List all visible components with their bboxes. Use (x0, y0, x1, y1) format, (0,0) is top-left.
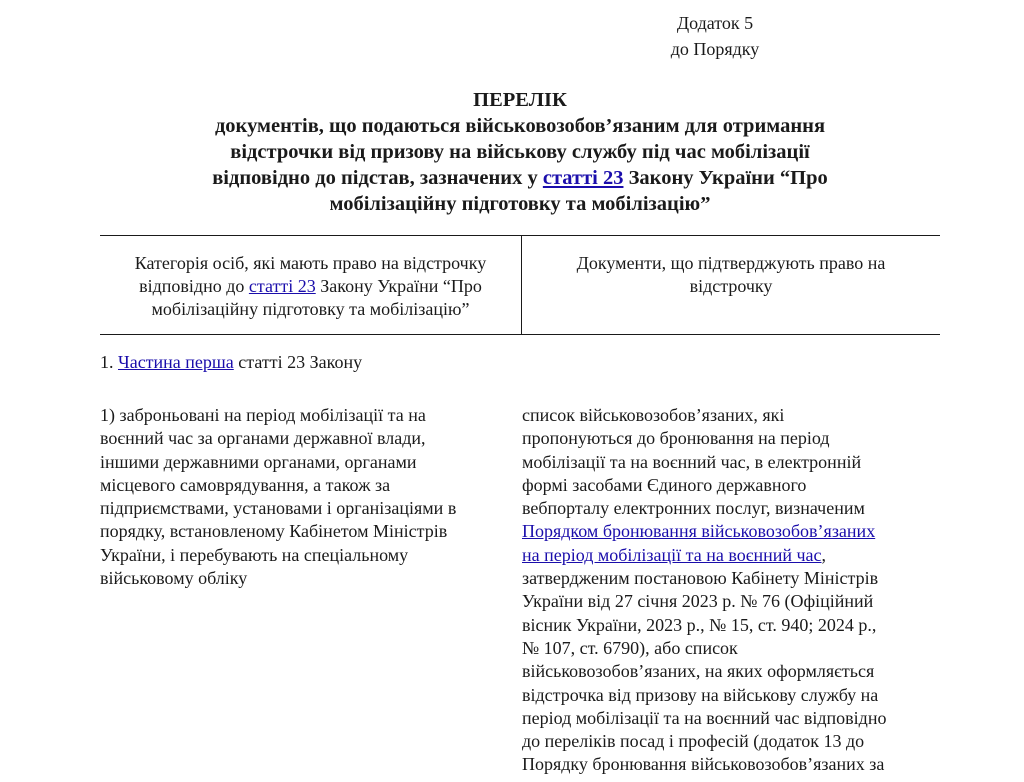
documents-line: України від 27 січня 2023 р. № 76 (Офіційний (522, 591, 874, 612)
documents-line: відстрочка від призову на військову службу на (522, 684, 879, 705)
title-line-4 (100, 165, 940, 191)
documents-line: формі засобами Єдиного державного (522, 474, 807, 495)
header-left-before: відповідно до (139, 276, 249, 296)
category-line: 1) заброньовані на період мобілізації та на (100, 405, 426, 425)
title-line-4-after: Закону України “Про (623, 167, 828, 189)
title-heading: ПЕРЕЛІК (473, 89, 567, 111)
title-line-2: документів, що подаються військовозобов’язаним для отримання (214, 115, 826, 137)
documents-link-line (522, 544, 940, 567)
annex-reference: до Порядку (670, 39, 760, 59)
section-after: статті 23 Закону (233, 352, 363, 372)
header-article-23-link[interactable]: статті 23 (248, 276, 316, 296)
part-one-link[interactable]: Частина перша (118, 352, 234, 372)
article-23-link[interactable]: статті 23 (542, 167, 624, 189)
title-line-4-before: відповідно до підстав, зазначених у (212, 167, 543, 189)
documents-line: вебпорталу електронних послуг, визначеним (522, 498, 865, 519)
documents-line: список військовозобов’язаних, які (522, 405, 785, 425)
table-top-border (100, 235, 940, 236)
documents-comma: , (821, 544, 827, 565)
category-line: воєнний час за органами державної влади, (100, 428, 426, 449)
category-line: підприємствами, установами і організаціями в (100, 498, 457, 519)
reservation-procedure-link[interactable]: Порядком бронювання військовозобов’язаних (522, 521, 876, 542)
documents-line: військовозобов’язаних, на яких оформляється (522, 661, 875, 682)
title-line-5: мобілізаційну підготовку та мобілізацію” (329, 193, 711, 215)
documents-line: період мобілізації та на воєнний час відповідно (522, 707, 887, 728)
documents-line: вісник України, 2023 р., № 15, ст. 940; 2024 р., (522, 614, 877, 635)
header-right-line-2: відстрочку (689, 276, 773, 296)
header-left-line-1: Категорія осіб, які мають право на відстрочку (134, 253, 487, 273)
section-number: 1. (100, 352, 118, 372)
title-line-3: відстрочки від призову на військову службу під час мобілізації (230, 141, 810, 163)
header-left-after: Закону України “Про (315, 276, 482, 296)
annex-label (640, 10, 790, 62)
section-heading (100, 350, 362, 374)
document-title (100, 87, 940, 217)
category-line: іншими державними органами, органами (100, 451, 417, 472)
header-left-line-3: мобілізаційну підготовку та мобілізацію” (151, 299, 470, 319)
header-right-line-1: Документи, що підтверджують право на (576, 253, 886, 273)
documents-line: Порядку бронювання військовозобов’язаних за (522, 754, 885, 775)
documents-line: затвердженим постановою Кабінету Міністрів (522, 568, 879, 589)
documents-line: № 107, ст. 6790), або список (522, 637, 738, 658)
reservation-procedure-link-cont[interactable]: на період мобілізації та на воєнний час (522, 544, 822, 565)
documents-cell (522, 404, 940, 777)
documents-line: мобілізації та на воєнний час, в електронній (522, 451, 862, 472)
documents-line: до переліків посад і професій (додаток 13 до (522, 731, 865, 752)
table-header-bottom-border (100, 334, 940, 335)
header-left-line-2 (100, 275, 521, 298)
documents-link-line (522, 520, 940, 543)
table-header-category (100, 252, 521, 321)
annex-number: Додаток 5 (676, 13, 754, 33)
table-header-documents (522, 252, 940, 298)
category-line: України, і перебувають на спеціальному (100, 544, 409, 565)
category-line: місцевого самоврядування, а також за (100, 474, 391, 495)
category-line: військовому обліку (100, 568, 248, 589)
category-cell (100, 404, 500, 590)
documents-line: пропонуються до бронювання на період (522, 428, 830, 449)
category-line: порядку, встановленому Кабінетом Міністрів (100, 521, 448, 542)
